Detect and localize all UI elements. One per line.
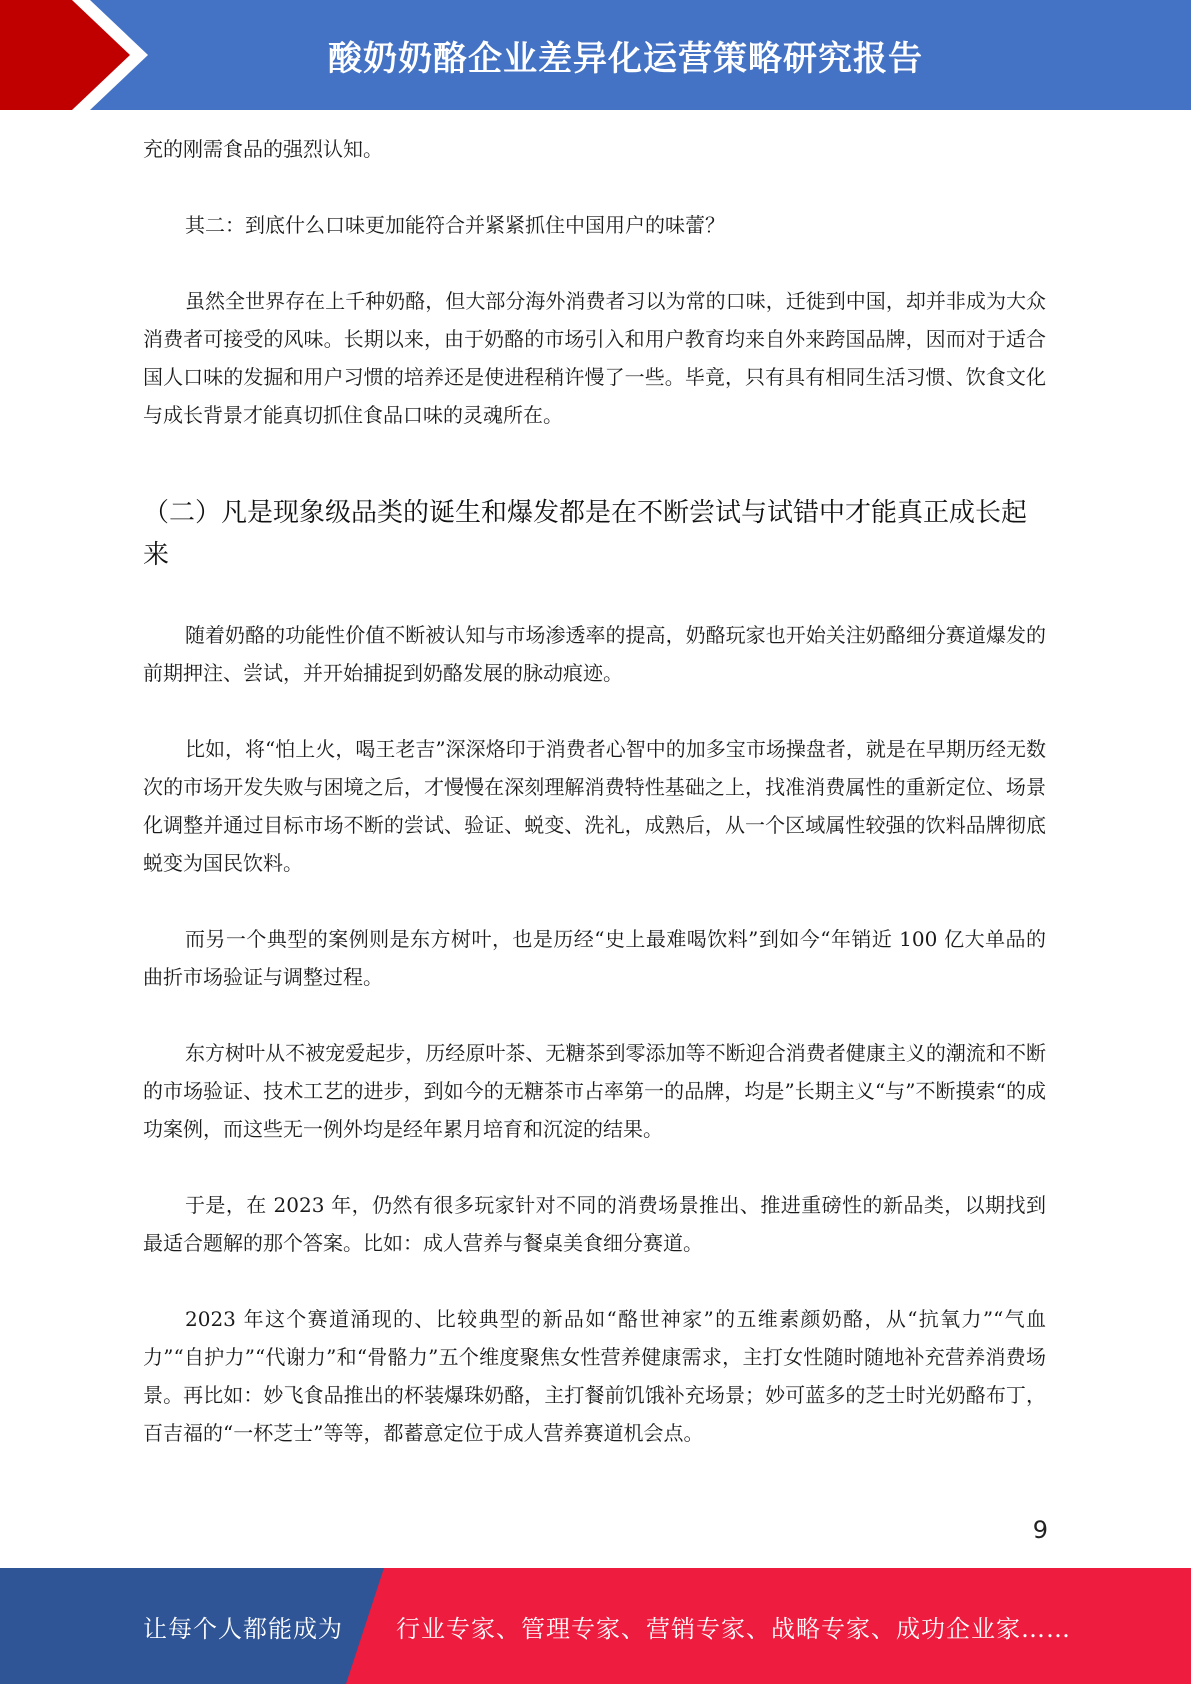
section-heading: （二）凡是现象级品类的诞生和爆发都是在不断尝试与试错中才能真正成长起来 bbox=[143, 498, 1028, 570]
paragraph-4: 随着奶酪的功能性价值不断被认知与市场渗透率的提高，奶酪玩家也开始关注奶酪细分赛道爆发的前期押注、尝试，并开始捕捉到奶酪发展的脉动痕迹。 bbox=[143, 623, 1046, 685]
paragraph-3: 虽然全世界存在上千种奶酪，但大部分海外消费者习以为常的口味，迁徙到中国，却并非成为大众消费者可接受的风味。长期以来，由于奶酪的市场引入和用户教育均来自外来跨国品牌，因而对于适合国人口味的发掘和用户习惯的培养还是使进程稍许慢了一些。毕竟，只有具有相同生活习惯、饮食文化与成长背景才能真切抓住食品口味的灵魂所在。 bbox=[143, 289, 1046, 427]
paragraph-2: 其二：到底什么口味更加能符合并紧紧抓住中国用户的味蕾？ bbox=[185, 213, 725, 237]
page-footer bbox=[0, 1568, 1191, 1684]
paragraph-5: 比如，将“怕上火，喝王老吉”深深烙印于消费者心智中的加多宝市场操盘者，就是在早期历经无数次的市场开发失败与困境之后，才慢慢在深刻理解消费特性基础之上，找准消费属性的重新定位、场景化调整并通过目标市场不断的尝试、验证、蜕变、洗礼，成熟后，从一个区域属性较强的饮料品牌彻底蜕变为国民饮料。 bbox=[143, 737, 1046, 875]
document-body bbox=[143, 130, 1046, 1452]
page-header bbox=[0, 0, 1191, 110]
footer-slogan-right: 行业专家、管理专家、营销专家、战略专家、成功企业家…… bbox=[396, 1614, 1071, 1643]
page-number: 9 bbox=[1032, 1516, 1048, 1544]
paragraph-8: 于是，在 2023 年，仍然有很多玩家针对不同的消费场景推出、推进重磅性的新品类，以期找到最适合题解的那个答案。比如：成人营养与餐桌美食细分赛道。 bbox=[143, 1193, 1046, 1255]
paragraph-1: 充的刚需食品的强烈认知。 bbox=[143, 137, 383, 161]
footer-slogan-left: 让每个人都能成为 bbox=[143, 1614, 343, 1643]
header-title: 酸奶奶酪企业差异化运营策略研究报告 bbox=[328, 38, 923, 79]
paragraph-6: 而另一个典型的案例则是东方树叶，也是历经“史上最难喝饮料”到如今“年销近 100 亿大单品的曲折市场验证与调整过程。 bbox=[143, 927, 1046, 989]
paragraph-9: 2023 年这个赛道涌现的、比较典型的新品如“酪世神家”的五维素颜奶酪，从“抗氧力”“气血力”“自护力”“代谢力”和“骨骼力”五个维度聚焦女性营养健康需求，主打女性随时随地补充营养消费场景。再比如：妙飞食品推出的杯装爆珠奶酪，主打餐前饥饿补充场景；妙可蓝多的芝士时光奶酪布丁，百吉福的“一杯芝士”等等，都蓄意定位于成人营养赛道机会点。 bbox=[143, 1307, 1046, 1445]
paragraph-7: 东方树叶从不被宠爱起步，历经原叶茶、无糖茶到零添加等不断迎合消费者健康主义的潮流和不断的市场验证、技术工艺的进步，到如今的无糖茶市占率第一的品牌，均是”长期主义“与”不断摸索“的成功案例，而这些无一例外均是经年累月培育和沉淀的结果。 bbox=[143, 1041, 1046, 1141]
